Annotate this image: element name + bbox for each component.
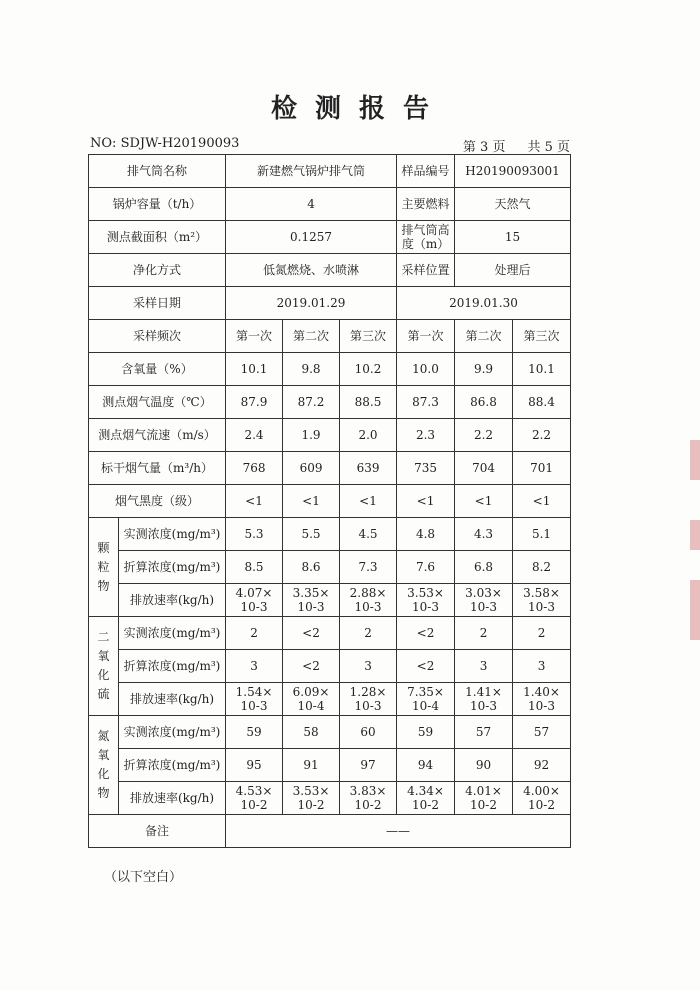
value-cell: 88.4: [513, 386, 571, 419]
row-purification: [89, 254, 571, 287]
purification-label: 净化方式: [89, 254, 226, 287]
report-number: [90, 136, 239, 151]
purification-value: 低氮燃烧、水喷淋: [226, 254, 397, 287]
row-label: 实测浓度(mg/m³): [119, 617, 226, 650]
value-cell: 735: [397, 452, 455, 485]
group-name: 二氧化硫: [97, 630, 110, 701]
rate-exponent: 10-3: [240, 699, 268, 713]
sampling-date-label: 采样日期: [89, 287, 226, 320]
value-cell: 2.4: [226, 419, 283, 452]
row-label: 实测浓度(mg/m³): [119, 716, 226, 749]
page-current: 第 3 页: [462, 140, 506, 155]
boiler-capacity-value: 4: [226, 188, 397, 221]
value-cell: 10.2: [340, 353, 397, 386]
value-cell: 86.8: [455, 386, 513, 419]
rate-mantissa: 4.07×: [235, 586, 273, 600]
value-cell: 90: [455, 749, 513, 782]
value-cell: 5.1: [513, 518, 571, 551]
value-cell: 59: [226, 716, 283, 749]
page-total: 共 5 页: [527, 140, 570, 155]
report-number-label: NO:: [90, 136, 117, 151]
value-cell: 2: [513, 617, 571, 650]
frequency-cell: 第三次: [513, 320, 571, 353]
frequency-cell: 第二次: [455, 320, 513, 353]
group-label-nox: [89, 716, 119, 815]
value-cell: 97: [340, 749, 397, 782]
value-cell: 5.3: [226, 518, 283, 551]
report-title: 检测报告: [270, 94, 447, 124]
value-cell: <2: [283, 617, 340, 650]
value-cell: 2: [226, 617, 283, 650]
rate-exponent: 10-3: [297, 600, 325, 614]
rate-exponent: 10-2: [297, 798, 325, 812]
row-so2-converted: [89, 650, 571, 683]
row-label: 排放速率(kg/h): [119, 782, 226, 815]
value-cell: 60: [340, 716, 397, 749]
frequency-cell: 第一次: [226, 320, 283, 353]
rate-exponent: 10-2: [412, 798, 439, 812]
rate-cell: [513, 782, 571, 815]
seal-stamp-fragment: [690, 440, 700, 480]
seal-stamp-fragment: [690, 520, 700, 550]
value-cell: 2.3: [397, 419, 455, 452]
row-oxygen: [89, 353, 571, 386]
rate-mantissa: 3.35×: [292, 586, 330, 600]
stack-height-value: 15: [455, 221, 571, 254]
row-so2-measured: [89, 617, 571, 650]
rate-cell: [340, 782, 397, 815]
group-name: 颗粒物: [97, 540, 110, 593]
rate-mantissa: 3.53×: [407, 586, 444, 600]
rate-cell: [226, 584, 283, 617]
remark-label: 备注: [89, 815, 226, 848]
row-boiler-capacity: [89, 188, 571, 221]
rate-cell: [226, 782, 283, 815]
rate-mantissa: 7.35×: [407, 685, 444, 699]
rate-mantissa: 4.34×: [407, 784, 444, 798]
frequency-cell: 第一次: [397, 320, 455, 353]
value-cell: 2.0: [340, 419, 397, 452]
value-cell: 57: [455, 716, 513, 749]
row-label: 折算浓度(mg/m³): [119, 650, 226, 683]
value-cell: <1: [340, 485, 397, 518]
row-nox-converted: [89, 749, 571, 782]
sampling-date-2: 2019.01.30: [397, 287, 571, 320]
row-frequency: [89, 320, 571, 353]
value-cell: 59: [397, 716, 455, 749]
group-label-pm: [89, 518, 119, 617]
row-sampling-date: [89, 287, 571, 320]
rate-mantissa: 3.83×: [349, 784, 387, 798]
row-pm-converted: [89, 551, 571, 584]
rate-cell: [397, 683, 455, 716]
report-table: [88, 154, 571, 848]
stack-name-value: 新建燃气锅炉排气筒: [226, 155, 397, 188]
rate-exponent: 10-2: [354, 798, 382, 812]
frequency-label: 采样频次: [89, 320, 226, 353]
footer-note: （以下空白）: [104, 870, 183, 885]
rate-exponent: 10-2: [470, 798, 497, 812]
value-cell: <2: [397, 650, 455, 683]
value-cell: 8.6: [283, 551, 340, 584]
value-cell: 4.8: [397, 518, 455, 551]
row-label: 测点烟气温度（℃）: [89, 386, 226, 419]
stack-name-label: 排气筒名称: [89, 155, 226, 188]
section-area-label: 测点截面积（m²）: [89, 221, 226, 254]
rate-cell: [340, 584, 397, 617]
rate-mantissa: 3.58×: [523, 586, 560, 600]
rate-mantissa: 1.40×: [523, 685, 560, 699]
row-temperature: [89, 386, 571, 419]
page-indicator: [463, 136, 570, 155]
value-cell: 7.3: [340, 551, 397, 584]
fuel-label: 主要燃料: [397, 188, 455, 221]
sample-no-value: H20190093001: [455, 155, 571, 188]
row-label: 烟气黑度（级）: [89, 485, 226, 518]
rate-cell: [226, 683, 283, 716]
rate-mantissa: 4.00×: [523, 784, 560, 798]
value-cell: 87.3: [397, 386, 455, 419]
rate-exponent: 10-3: [470, 600, 497, 614]
rate-cell: [513, 584, 571, 617]
value-cell: 2.2: [513, 419, 571, 452]
rate-exponent: 10-3: [354, 699, 382, 713]
value-cell: 7.6: [397, 551, 455, 584]
row-stack-name: [89, 155, 571, 188]
rate-mantissa: 4.01×: [465, 784, 502, 798]
row-nox-rate: [89, 782, 571, 815]
remark-value: ——: [226, 815, 571, 848]
rate-exponent: 10-3: [354, 600, 382, 614]
row-label: 测点烟气流速（m/s）: [89, 419, 226, 452]
rate-cell: [340, 683, 397, 716]
row-blackness: [89, 485, 571, 518]
row-label: 标干烟气量（m³/h）: [89, 452, 226, 485]
rate-exponent: 10-4: [297, 699, 325, 713]
rate-mantissa: 2.88×: [349, 586, 387, 600]
row-pm-measured: [89, 518, 571, 551]
stack-height-label: 排气筒高度（m）: [397, 221, 455, 254]
value-cell: 639: [340, 452, 397, 485]
rate-cell: [397, 782, 455, 815]
value-cell: <1: [283, 485, 340, 518]
rate-exponent: 10-3: [240, 600, 268, 614]
value-cell: 4.5: [340, 518, 397, 551]
value-cell: 5.5: [283, 518, 340, 551]
value-cell: 2.2: [455, 419, 513, 452]
sample-no-label: 样品编号: [397, 155, 455, 188]
value-cell: <1: [226, 485, 283, 518]
row-nox-measured: [89, 716, 571, 749]
value-cell: 3: [513, 650, 571, 683]
rate-exponent: 10-2: [528, 798, 555, 812]
row-label: 折算浓度(mg/m³): [119, 749, 226, 782]
row-label: 实测浓度(mg/m³): [119, 518, 226, 551]
value-cell: 704: [455, 452, 513, 485]
report-number-value: SDJW-H20190093: [120, 136, 240, 151]
value-cell: 10.1: [513, 353, 571, 386]
value-cell: 3: [455, 650, 513, 683]
value-cell: 768: [226, 452, 283, 485]
rate-cell: [283, 584, 340, 617]
value-cell: 91: [283, 749, 340, 782]
rate-cell: [283, 683, 340, 716]
value-cell: 92: [513, 749, 571, 782]
frequency-cell: 第三次: [340, 320, 397, 353]
row-so2-rate: [89, 683, 571, 716]
value-cell: <1: [397, 485, 455, 518]
group-name: 氮氧化物: [97, 729, 110, 800]
value-cell: 94: [397, 749, 455, 782]
rate-exponent: 10-2: [240, 798, 268, 812]
sampling-position-value: 处理后: [455, 254, 571, 287]
rate-cell: [455, 782, 513, 815]
sampling-date-1: 2019.01.29: [226, 287, 397, 320]
value-cell: 1.9: [283, 419, 340, 452]
value-cell: <1: [513, 485, 571, 518]
row-remark: [89, 815, 571, 848]
value-cell: <1: [455, 485, 513, 518]
section-area-value: 0.1257: [226, 221, 397, 254]
value-cell: 701: [513, 452, 571, 485]
rate-exponent: 10-4: [412, 699, 439, 713]
rate-cell: [283, 782, 340, 815]
row-label: 折算浓度(mg/m³): [119, 551, 226, 584]
rate-mantissa: 1.28×: [349, 685, 387, 699]
rate-mantissa: 1.41×: [465, 685, 502, 699]
rate-mantissa: 1.54×: [235, 685, 273, 699]
row-label: 排放速率(kg/h): [119, 584, 226, 617]
fuel-value: 天然气: [455, 188, 571, 221]
rate-mantissa: 6.09×: [292, 685, 330, 699]
value-cell: 3: [340, 650, 397, 683]
value-cell: 58: [283, 716, 340, 749]
rate-mantissa: 3.03×: [465, 586, 502, 600]
value-cell: <2: [283, 650, 340, 683]
value-cell: 3: [226, 650, 283, 683]
rate-cell: [397, 584, 455, 617]
value-cell: 8.2: [513, 551, 571, 584]
frequency-cell: 第二次: [283, 320, 340, 353]
rate-mantissa: 4.53×: [235, 784, 273, 798]
value-cell: <2: [397, 617, 455, 650]
rate-cell: [455, 584, 513, 617]
row-flow: [89, 452, 571, 485]
group-label-so2: [89, 617, 119, 716]
rate-exponent: 10-3: [528, 600, 555, 614]
value-cell: 57: [513, 716, 571, 749]
value-cell: 9.9: [455, 353, 513, 386]
value-cell: 87.2: [283, 386, 340, 419]
value-cell: 87.9: [226, 386, 283, 419]
value-cell: 10.1: [226, 353, 283, 386]
value-cell: 95: [226, 749, 283, 782]
value-cell: 88.5: [340, 386, 397, 419]
rate-mantissa: 3.53×: [292, 784, 330, 798]
sampling-position-label: 采样位置: [397, 254, 455, 287]
rate-exponent: 10-3: [412, 600, 439, 614]
value-cell: 2: [340, 617, 397, 650]
value-cell: 9.8: [283, 353, 340, 386]
row-pm-rate: [89, 584, 571, 617]
row-label: 排放速率(kg/h): [119, 683, 226, 716]
rate-exponent: 10-3: [528, 699, 555, 713]
value-cell: 6.8: [455, 551, 513, 584]
rate-exponent: 10-3: [470, 699, 497, 713]
boiler-capacity-label: 锅炉容量（t/h）: [89, 188, 226, 221]
row-section-area: [89, 221, 571, 254]
rate-cell: [455, 683, 513, 716]
value-cell: 2: [455, 617, 513, 650]
value-cell: 8.5: [226, 551, 283, 584]
rate-cell: [513, 683, 571, 716]
row-label: 含氧量（%）: [89, 353, 226, 386]
value-cell: 609: [283, 452, 340, 485]
value-cell: 4.3: [455, 518, 513, 551]
row-velocity: [89, 419, 571, 452]
seal-stamp-fragment: [690, 580, 700, 640]
value-cell: 10.0: [397, 353, 455, 386]
